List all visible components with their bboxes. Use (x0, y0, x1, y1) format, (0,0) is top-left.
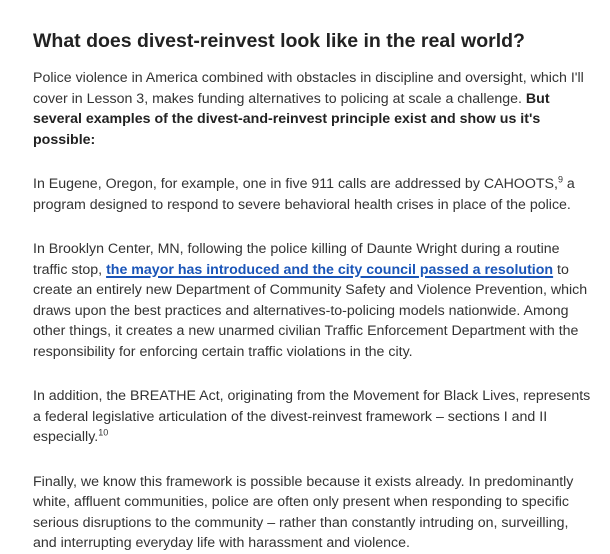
paragraph-intro-bold: But several examples of the divest-and-reinvest principle exist and show us it's possible: (33, 90, 550, 148)
section-heading: What does divest-reinvest look like in the real world? (33, 30, 525, 52)
paragraph-eugene-text: In Eugene, Oregon, for example, one in five 911 calls are addressed by CAHOOTS, (33, 176, 558, 192)
footnote-10[interactable]: 10 (98, 427, 109, 438)
paragraph-breathe-act (33, 386, 593, 448)
paragraph-brooklyn-text-before: In Brooklyn Center, MN, following the police killing of Daunte Wright during a routine traffic stop, (33, 241, 560, 278)
paragraph-brooklyn-text-after: to create an entirely new Department of Community Safety and Violence Prevention, which draws upon the best practices and alternatives-to-policing models nationwide. Among other things, it creates a new unarmed civilian Traffic Enforcement Department with the responsibility for enforcing certain traffic violations in the city. (33, 261, 588, 360)
paragraph-finally: Finally, we know this framework is possible because it exists already. In predominantly white, affluent communities, police are often only present when responding to specific serious disruptions to the community – rather than constantly intruding on, surveilling, and interrupting everyday life with harassment and violence. (33, 473, 574, 551)
footnote-9[interactable]: 9 (557, 174, 563, 185)
paragraph-breathe-text: In addition, the BREATHE Act, originating from the Movement for Black Lives, represents a federal legislative articulation of the divest-reinvest framework – sections I and II especially. (33, 388, 591, 445)
paragraph-intro-text: Police violence in America combined with obstacles in discipline and oversight, which I'll cover in Lesson 3, makes funding alternatives to policing at scale a challenge. (33, 70, 584, 107)
paragraph-brooklyn-center (33, 239, 593, 362)
paragraph-intro (33, 68, 593, 150)
resolution-link[interactable]: the mayor has introduced and the city council passed a resolution (106, 261, 554, 278)
paragraph-eugene-text-after: a program designed to respond to severe behavioral health crises in place of the police. (33, 176, 575, 213)
paragraph-eugene (33, 174, 593, 215)
